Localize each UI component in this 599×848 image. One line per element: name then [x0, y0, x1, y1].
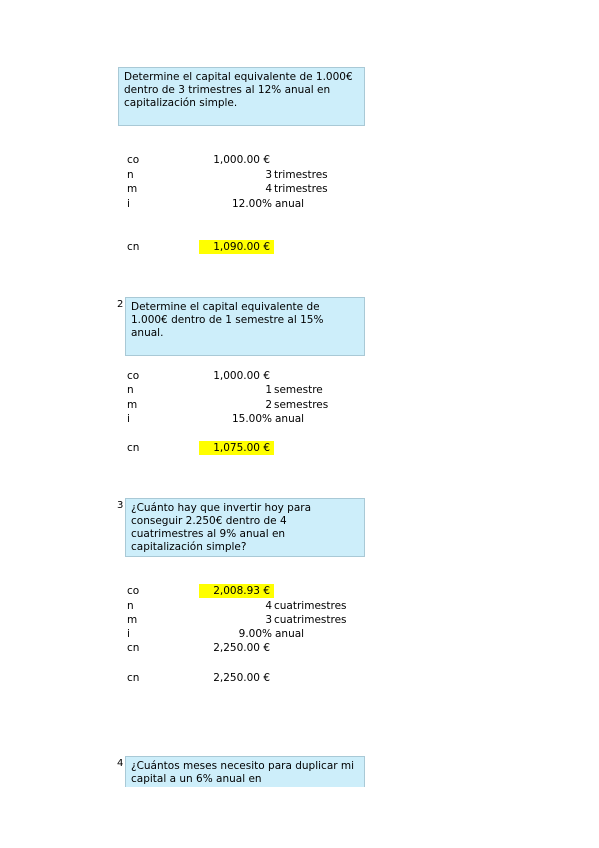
label-m-2: m [127, 399, 138, 411]
label-m-3: m [127, 614, 138, 626]
question-text-4: ¿Cuántos meses necesito para duplicar mi capital a un 6% anual en [131, 760, 355, 785]
unit-i-2: anual [275, 413, 305, 425]
unit-n-1: trimestres [274, 169, 328, 181]
question-box-3 [125, 498, 365, 557]
label-cn-3: cn [127, 642, 140, 654]
result-cn-2: 1,075.00 € [199, 441, 274, 455]
value-m-2: 2 [265, 399, 272, 411]
problem-number-3: 3 [117, 500, 124, 511]
value-m-1: 4 [265, 183, 272, 195]
unit-m-2: semestres [274, 399, 329, 411]
problem-number-2: 2 [117, 299, 124, 310]
label-n-2: n [127, 384, 134, 396]
label-n-3: n [127, 600, 134, 612]
label-cn-1: cn [127, 241, 140, 253]
value-m-3: 3 [265, 614, 272, 626]
value-cn-extra-3: 2,250.00 € [213, 672, 270, 684]
value-n-1: 3 [265, 169, 272, 181]
unit-n-2: semestre [274, 384, 323, 396]
question-text-2: Determine el capital equivalente de 1.000€ dentro de 1 semestre al 15% anual. [131, 301, 324, 339]
unit-i-1: anual [275, 198, 305, 210]
question-text-1: Determine el capital equivalente de 1.000€ dentro de 3 trimestres al 12% anual en capitalización simple. [124, 71, 353, 109]
question-box-2 [125, 297, 365, 356]
problem-number-4: 4 [117, 758, 124, 769]
label-m-1: m [127, 183, 138, 195]
question-box-4 [125, 756, 365, 787]
label-co-2: co [127, 370, 140, 382]
value-co-2: 1,000.00 € [213, 370, 270, 382]
unit-n-3: cuatrimestres [274, 600, 347, 612]
unit-m-3: cuatrimestres [274, 614, 347, 626]
value-i-3: 9.00% [238, 628, 272, 640]
label-i-1: i [127, 198, 130, 210]
label-co-3: co [127, 585, 140, 597]
label-i-3: i [127, 628, 130, 640]
label-cn-extra-3: cn [127, 672, 140, 684]
value-i-1: 12.00% [231, 198, 272, 210]
value-co-1: 1,000.00 € [213, 154, 270, 166]
label-n-1: n [127, 169, 134, 181]
label-i-2: i [127, 413, 130, 425]
value-cn-3: 2,250.00 € [213, 642, 270, 654]
unit-m-1: trimestres [274, 183, 328, 195]
value-n-2: 1 [265, 384, 272, 396]
question-box-1 [118, 67, 365, 126]
result-co-3: 2,008.93 € [199, 584, 274, 598]
question-text-3: ¿Cuánto hay que invertir hoy para conseguir 2.250€ dentro de 4 cuatrimestres al 9% anual en capitalización simple? [131, 502, 312, 553]
unit-i-3: anual [275, 628, 305, 640]
value-n-3: 4 [265, 600, 272, 612]
result-cn-1: 1,090.00 € [199, 240, 274, 254]
label-cn-2: cn [127, 442, 140, 454]
label-co-1: co [127, 154, 140, 166]
value-i-2: 15.00% [231, 413, 272, 425]
